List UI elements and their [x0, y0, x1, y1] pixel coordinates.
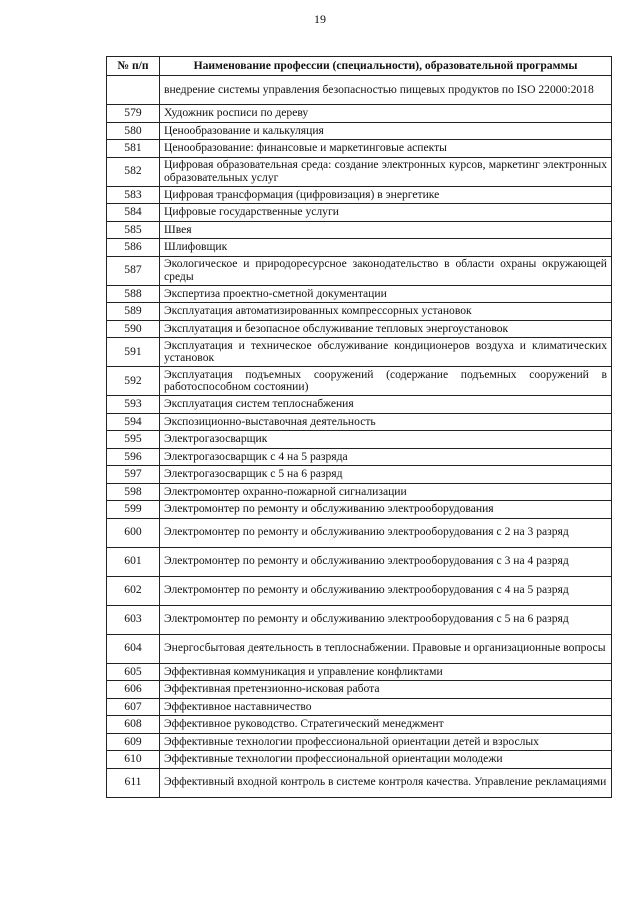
row-name: Художник росписи по дереву — [160, 105, 612, 123]
table-row — [107, 663, 612, 681]
row-number: 595 — [107, 431, 160, 449]
professions-table — [106, 56, 612, 798]
row-name: Эффективное руководство. Стратегический менеджмент — [160, 716, 612, 734]
row-name: Электромонтер по ремонту и обслуживанию электрооборудования с 4 на 5 разряд — [160, 576, 612, 605]
table-row — [107, 338, 612, 367]
table-row — [107, 466, 612, 484]
table-row — [107, 105, 612, 123]
table-row — [107, 448, 612, 466]
table-row — [107, 681, 612, 699]
table-row — [107, 285, 612, 303]
row-number: 591 — [107, 338, 160, 367]
table-row — [107, 396, 612, 414]
page-number: 19 — [314, 12, 326, 26]
row-name: Электромонтер по ремонту и обслуживанию электрооборудования с 3 на 4 разряд — [160, 547, 612, 576]
row-number: 592 — [107, 367, 160, 396]
row-name: Цифровая образовательная среда: создание электронных курсов, маркетинг электронных образовательных услуг — [160, 157, 612, 186]
table-row — [107, 698, 612, 716]
table-row — [107, 733, 612, 751]
row-number: 597 — [107, 466, 160, 484]
row-number: 580 — [107, 122, 160, 140]
row-number: 600 — [107, 518, 160, 547]
table-row — [107, 547, 612, 576]
table-row — [107, 483, 612, 501]
row-name: Цифровые государственные услуги — [160, 204, 612, 222]
table-row — [107, 76, 612, 105]
row-name: внедрение системы управления безопасностью пищевых продуктов по ISO 22000:2018 — [160, 76, 612, 105]
table-row — [107, 413, 612, 431]
table-row — [107, 186, 612, 204]
row-name: Эффективная претензионно-исковая работа — [160, 681, 612, 699]
header-number: № п/п — [107, 57, 160, 76]
row-number: 610 — [107, 751, 160, 769]
row-number: 588 — [107, 285, 160, 303]
row-name: Электромонтер охранно-пожарной сигнализации — [160, 483, 612, 501]
table-row — [107, 431, 612, 449]
row-number: 583 — [107, 186, 160, 204]
row-name: Ценообразование и калькуляция — [160, 122, 612, 140]
row-name: Электромонтер по ремонту и обслуживанию электрооборудования с 2 на 3 разряд — [160, 518, 612, 547]
row-number: 607 — [107, 698, 160, 716]
row-number: 603 — [107, 605, 160, 634]
table-row — [107, 239, 612, 257]
header-name: Наименование профессии (специальности), образовательной программы — [160, 57, 612, 76]
table-row — [107, 157, 612, 186]
table-row — [107, 256, 612, 285]
row-number: 579 — [107, 105, 160, 123]
row-name: Электрогазосварщик — [160, 431, 612, 449]
row-name: Электрогазосварщик с 5 на 6 разряд — [160, 466, 612, 484]
row-name: Электрогазосварщик с 4 на 5 разряда — [160, 448, 612, 466]
row-number: 586 — [107, 239, 160, 257]
row-number: 601 — [107, 547, 160, 576]
row-number: 589 — [107, 303, 160, 321]
row-number: 611 — [107, 768, 160, 797]
row-name: Энергосбытовая деятельность в теплоснабжении. Правовые и организационные вопросы — [160, 634, 612, 663]
row-number: 606 — [107, 681, 160, 699]
row-name: Электромонтер по ремонту и обслуживанию электрооборудования с 5 на 6 разряд — [160, 605, 612, 634]
row-name: Эксплуатация подъемных сооружений (содержание подъемных сооружений в работоспособном состоянии) — [160, 367, 612, 396]
table-row — [107, 221, 612, 239]
row-number — [107, 76, 160, 105]
table-row — [107, 367, 612, 396]
row-number: 585 — [107, 221, 160, 239]
table-row — [107, 518, 612, 547]
row-name: Эксплуатация автоматизированных компрессорных установок — [160, 303, 612, 321]
row-number: 593 — [107, 396, 160, 414]
row-number: 609 — [107, 733, 160, 751]
row-number: 602 — [107, 576, 160, 605]
row-number: 587 — [107, 256, 160, 285]
table-header-row — [107, 57, 612, 76]
row-name: Эффективные технологии профессиональной ориентации молодежи — [160, 751, 612, 769]
row-name: Эффективная коммуникация и управление конфликтами — [160, 663, 612, 681]
table-row — [107, 204, 612, 222]
table-row — [107, 605, 612, 634]
table-row — [107, 501, 612, 519]
row-name: Эксплуатация и техническое обслуживание кондиционеров воздуха и климатических установок — [160, 338, 612, 367]
row-name: Эксплуатация и безопасное обслуживание тепловых энергоустановок — [160, 320, 612, 338]
row-name: Эффективное наставничество — [160, 698, 612, 716]
table-row — [107, 634, 612, 663]
row-name: Эффективный входной контроль в системе контроля качества. Управление рекламациями — [160, 768, 612, 797]
row-name: Цифровая трансформация (цифровизация) в энергетике — [160, 186, 612, 204]
table-row — [107, 303, 612, 321]
row-name: Эффективные технологии профессиональной ориентации детей и взрослых — [160, 733, 612, 751]
row-name: Экспертиза проектно-сметной документации — [160, 285, 612, 303]
row-number: 599 — [107, 501, 160, 519]
table-row — [107, 768, 612, 797]
row-name: Экспозиционно-выставочная деятельность — [160, 413, 612, 431]
row-name: Экологическое и природоресурсное законодательство в области охраны окружающей среды — [160, 256, 612, 285]
row-number: 598 — [107, 483, 160, 501]
row-number: 608 — [107, 716, 160, 734]
row-number: 594 — [107, 413, 160, 431]
table-row — [107, 140, 612, 158]
row-name: Ценообразование: финансовые и маркетинговые аспекты — [160, 140, 612, 158]
table-row — [107, 122, 612, 140]
row-number: 582 — [107, 157, 160, 186]
row-number: 590 — [107, 320, 160, 338]
table-row — [107, 576, 612, 605]
row-name: Швея — [160, 221, 612, 239]
row-name: Электромонтер по ремонту и обслуживанию электрооборудования — [160, 501, 612, 519]
row-number: 584 — [107, 204, 160, 222]
table-row — [107, 320, 612, 338]
row-name: Эксплуатация систем теплоснабжения — [160, 396, 612, 414]
row-name: Шлифовщик — [160, 239, 612, 257]
row-number: 596 — [107, 448, 160, 466]
row-number: 605 — [107, 663, 160, 681]
table-row — [107, 716, 612, 734]
table-body — [107, 76, 612, 798]
table-row — [107, 751, 612, 769]
row-number: 604 — [107, 634, 160, 663]
row-number: 581 — [107, 140, 160, 158]
